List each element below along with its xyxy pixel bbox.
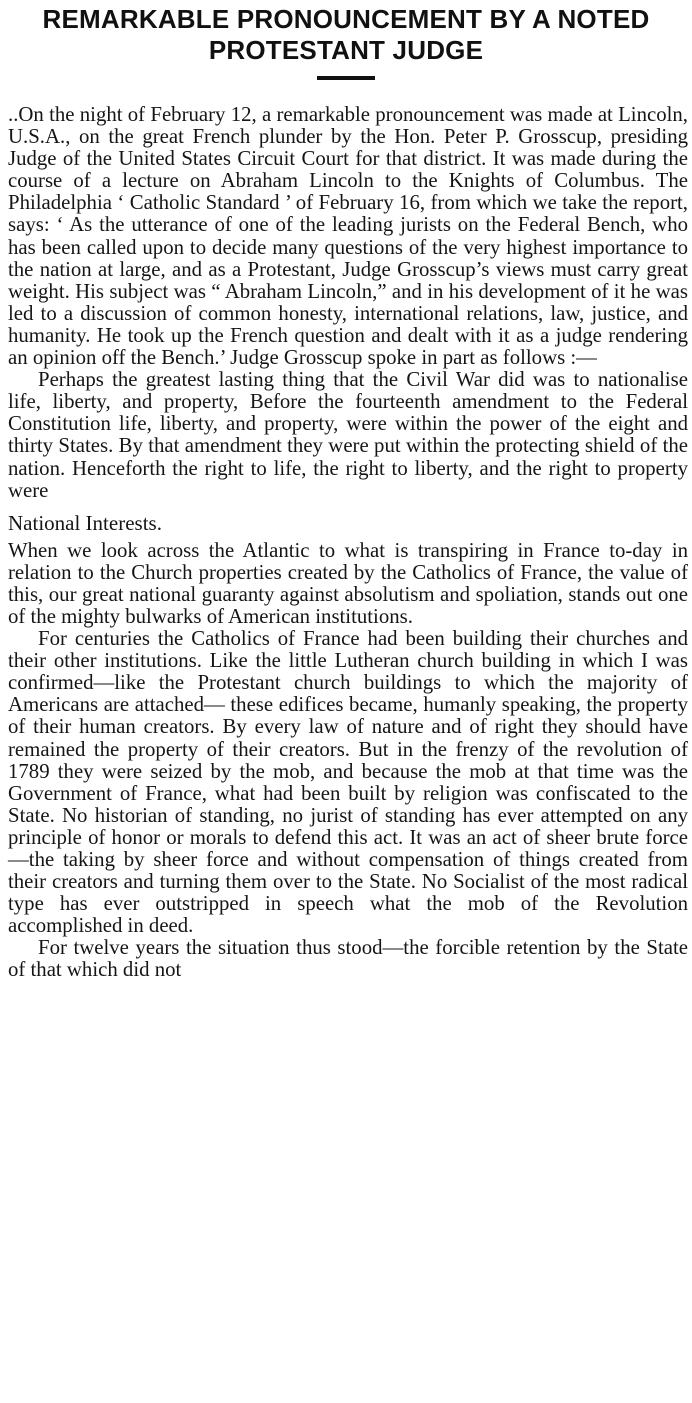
headline-line-1: REMARKABLE PRONOUNCEMENT BY A NOTED — [42, 4, 650, 34]
article-paragraph-national-interests: When we look across the Atlantic to what is transpiring in France to-day in relation to the Church properties created by the Catholics of France, the value of this, our great national guaranty against absolutism and spoliation, stands out one of the mighty bulwarks of American institutions. — [8, 538, 688, 628]
headline-rule — [317, 76, 375, 80]
headline — [0, 0, 692, 66]
headline-line-2: PROTESTANT JUDGE — [208, 35, 484, 65]
article-paragraph-civil-war: Perhaps the greatest lasting thing that the Civil War did was to nationalise life, liberty, and property, Before the fourteenth amendment to the Federal Constitution life, liberty, and property, were within the power of the eight and thirty States. By that amendment they were put within the protecting shield of the nation. Henceforth the right to life, the right to liberty, and the right to property were — [8, 368, 688, 502]
article-paragraph-intro: ..On the night of February 12, a remarkable pronouncement was made at Lincoln, U.S.A., on the great French plunder by the Hon. Peter P. Grosscup, presiding Judge of the United States Circuit Court for that district. It was made during the course of a lecture on Abraham Lincoln to the Knights of Columbus. The Philadelphia ‘ Catholic Standard ’ of February 16, from which we take the report, says: ‘ As the utterance of one of the leading jurists on the Federal Bench, who has been called upon to decide many questions of the very highest importance to the nation at large, and as a Protestant, Judge Grosscup’s views must carry great weight. His subject was “ Abraham Lincoln,” and in his development of it he was led to a discussion of common honesty, international relations, law, justice, and humanity. He took up the French question and dealt with it as a judge rendering an opinion off the Bench.’ Judge Grosscup spoke in part as follows :— — [8, 103, 688, 370]
article-subheading: National Interests. — [8, 510, 162, 535]
article-paragraph-twelve-years: For twelve years the situation thus stood—the forcible retention by the State of that which did not — [8, 936, 688, 982]
article-body — [8, 104, 688, 982]
article-paragraph-catholics-of-france: For centuries the Catholics of France had been building their churches and their other institutions. Like the little Lutheran church building in which I was confirmed—like the Protestant church buildings to which the majority of Americans are attached— these edifices became, humanly speaking, the property of their human creators. By every law of nature and of right they should have remained the property of their creators. But in the frenzy of the revolution of 1789 they were seized by the mob, and because the mob at that time was the Government of France, what had been built by religion was confiscated to the State. No historian of standing, no jurist of standing has ever attempted on any principle of honor or morals to defend this act. It was an act of sheer brute force—the taking by sheer force and without compensation of things created from their creators and turning them over to the State. No Socialist of the most radical type has ever outstripped in speech what the mob of the Revolution accomplished in deed. — [8, 627, 688, 938]
